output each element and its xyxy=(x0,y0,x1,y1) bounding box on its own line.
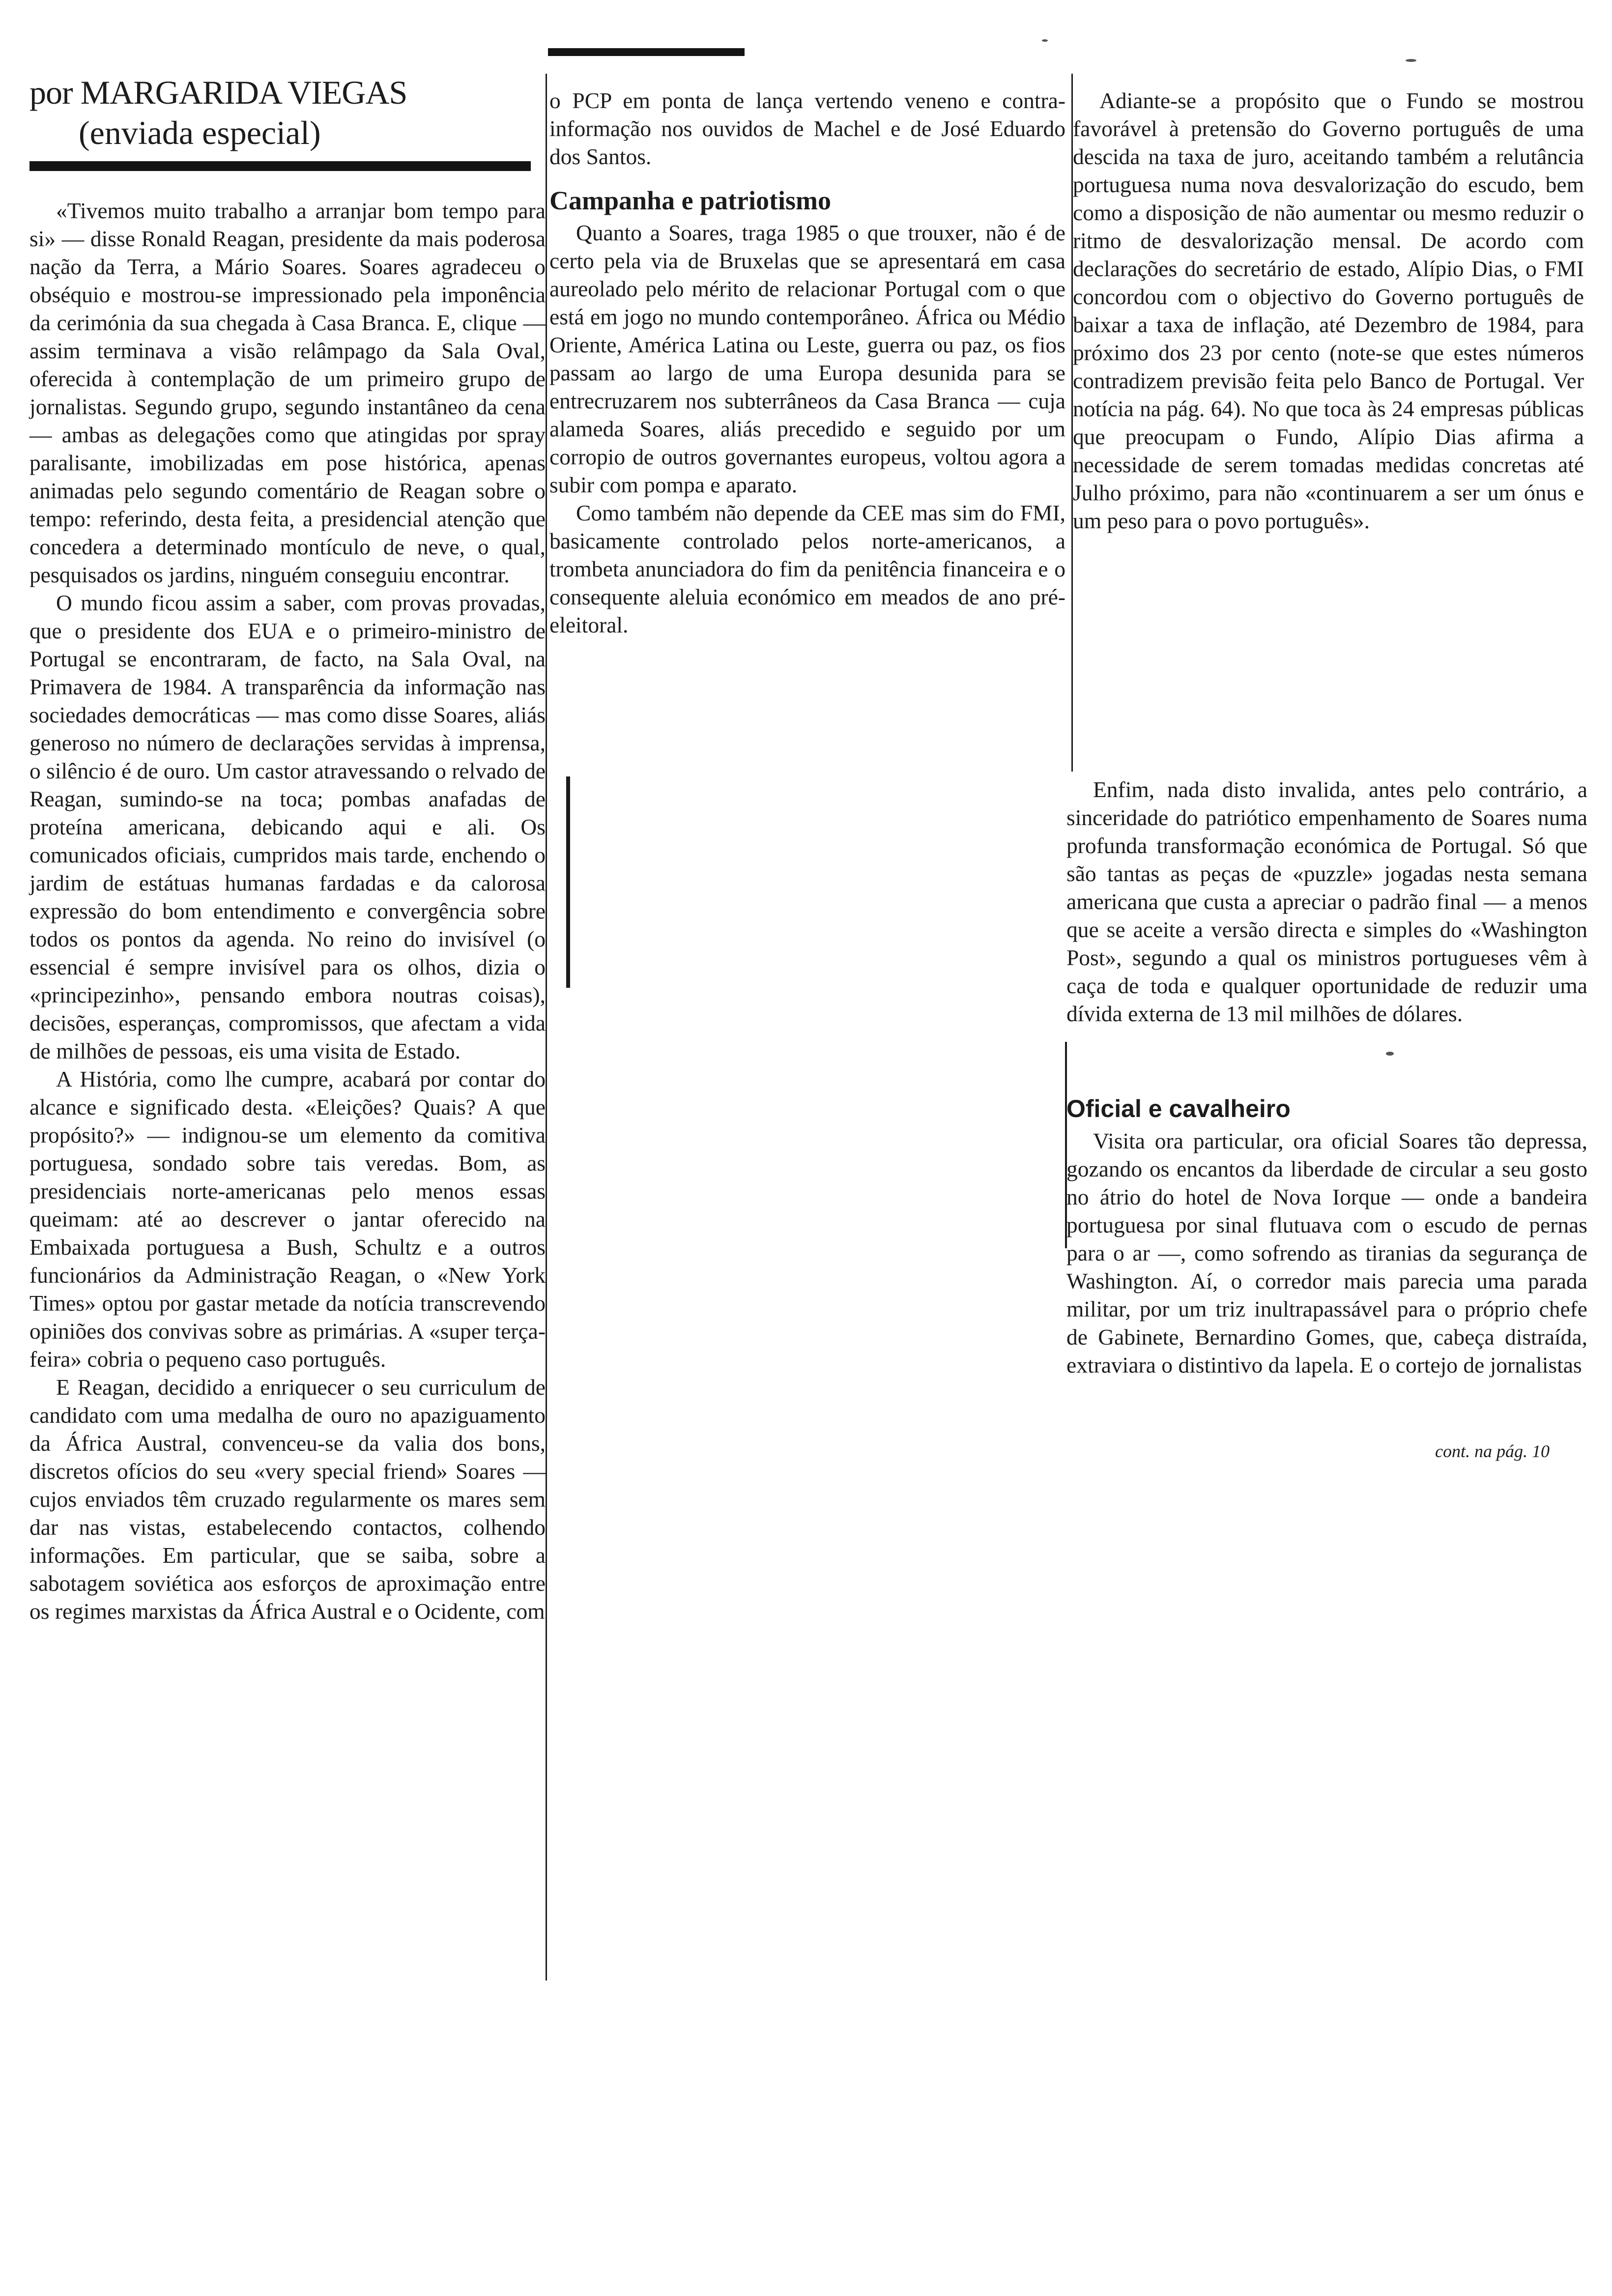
byline-rule xyxy=(29,161,531,171)
scan-speck xyxy=(1386,1052,1394,1056)
paragraph: Enfim, nada disto invalida, antes pelo contrário, a sinceridade do patriótico empenhamento de Soares numa profunda transformação económica de Portugal. Só que são tantas as peças de «puzzle» jogadas nesta semana americana que custa a apreciar o padrão final — a menos que se aceite a versão directa e simples do «Washington Post», segundo a qual os ministros portugueses vêm à caça de toda e qualquer oportunidade de reduzir uma dívida externa de 13 mil milhões de dólares. xyxy=(1066,777,1587,1026)
article-column-3-continued xyxy=(1066,775,1587,1028)
paragraph: Visita ora particular, ora oficial Soares tão depressa, gozando os encantos da liberdade de circular a seu gosto no átrio do hotel de Nova Iorque — onde a bandeira portuguesa por sinal flutuava com o escudo de pernas para o ar —, como sofrendo as tiranias da segurança de Washington. Aí, o corredor mais parecia uma parada militar, por um triz inultrapassável para o próprio chefe de Gabinete, Bernardino Gomes, que, cabeça distraída, extraviara o distintivo da lapela. E o cortejo de jornalistas xyxy=(1066,1128,1587,1378)
paragraph: «Tivemos muito trabalho a arranjar bom tempo para si» — disse Ronald Reagan, presidente da mais poderosa nação da Terra, a Mário Soares. Soares agradeceu o obséquio e mostrou-se impressionado pela imponência da cerimónia da sua chegada à Casa Branca. E, clique — assim terminava a visão relâmpago da Sala Oval, oferecida à contemplação de um primeiro grupo de jornalistas. Segundo grupo, segundo instantâneo da cena — ambas as delegações como que atingidas por spray paralisante, imobilizadas em pose histórica, apenas animadas pelo segundo comentário de Reagan sobre o tempo: referindo, desta feita, a presidencial atenção que concedera a determinado montículo de neve, o qual, pesquisados os jardins, ninguém conseguiu encontrar. xyxy=(29,198,546,587)
paragraph: Adiante-se a propósito que o Fundo se mostrou favorável à pretensão do Governo português de uma descida na taxa de juro, aceitando também a relutância portuguesa numa nova desvalorização do escudo, bem como a disposição de não aumentar ou mesmo reduzir o ritmo de desvalorização mensal. De acordo com declarações do secretário de estado, Alípio Dias, o FMI concordou com o objectivo do Governo português de baixar a taxa de inflação, até Dezembro de 1984, para próximo dos 23 por cento (note-se que estes números contradizem previsão feita pelo Banco de Portugal. Ver notícia na pág. 64). No que toca às 24 empresas públicas que preocupam o Fundo, Alípio Dias afirma a necessidade de serem tomadas medidas concretas até Julho próximo, para não «continuarem a ser um ónus e um peso para o povo português». xyxy=(1073,88,1584,533)
article-column-1 xyxy=(29,197,546,1625)
paragraph: O mundo ficou assim a saber, com provas provadas, que o presidente dos EUA e o primeiro-ministro de Portugal se encontraram, de facto, na Sala Oval, na Primavera de 1984. A transparência da informação nas sociedades democráticas — mas como disse Soares, aliás generoso no número de declarações servidas à imprensa, o silêncio é de ouro. Um castor atravessando o relvado de Reagan, sumindo-se na toca; pombas anafadas de proteína americana, debicando aqui e ali. Os comunicados oficiais, cumpridos mais tarde, enchendo o jardim de estátuas humanas fardadas e da calorosa expressão do bom entendimento e convergência sobre todos os pontos da agenda. No reino do invisível (o essencial é sempre invisível para os olhos, dizia o «principezinho», pensando embora noutras coisas), decisões, esperanças, compromissos, que afectam a vida de milhões de pessoas, eis uma visita de Estado. xyxy=(29,590,546,1063)
byline-author: por MARGARIDA VIEGAS xyxy=(29,74,407,111)
scan-speck xyxy=(1406,59,1416,62)
paragraph: o PCP em ponta de lança vertendo veneno e contra-informação nos ouvidos de Machel e de José Eduardo dos Santos. xyxy=(549,88,1065,169)
scan-speck xyxy=(1042,39,1048,42)
article-column-2 xyxy=(549,86,1065,639)
paragraph: E Reagan, decidido a enriquecer o seu curriculum de candidato com uma medalha de ouro no apaziguamento da África Austral, convenceu-se da valia dos bons, discretos ofícios do seu «very special friend» Soares — cujos enviados têm cruzado regularmente os mares sem dar nas vistas, estabelecendo contactos, colhendo informações. Em particular, que se saiba, sobre a sabotagem soviética aos esforços de aproximação entre os regimes marxistas da África Austral e o Ocidente, com xyxy=(29,1375,546,1624)
article-column-3-section xyxy=(1066,1079,1587,1379)
continuation-note: cont. na pág. 10 xyxy=(1435,1441,1550,1461)
section-heading-campanha: Campanha e patriotismo xyxy=(549,186,832,215)
paragraph: A História, como lhe cumpre, acabará por contar do alcance e significado desta. «Eleições? Quais? A que propósito?» — indignou-se um elemento da comitiva portuguesa, sondado sobre tais veredas. Bom, as presidenciais norte-americanas pelo menos essas queimam: até ao descrever o jantar oferecido na Embaixada portuguesa a Bush, Schultz e a outros funcionários da Administração Reagan, o «New York Times» optou por gastar metade da notícia transcrevendo opiniões dos convivas sobre as primárias. A «super terça-feira» cobria o pequeno caso português. xyxy=(29,1066,546,1372)
paragraph: Quanto a Soares, traga 1985 o que trouxer, não é de certo pela via de Bruxelas que se apresentará em casa aureolado pelo mérito de relacionar Portugal com o que está em jogo no mundo contemporâneo. África ou Médio Oriente, América Latina ou Leste, guerra ou paz, os fios passam ao largo de uma Europa desunida para se entrecruzarem nos subterrâneos da Casa Branca — cuja alameda Soares, aliás precedido e seguido por um corropio de outros governantes europeus, voltou agora a subir com pompa e aparato. xyxy=(549,220,1065,497)
column-divider-1 xyxy=(546,74,547,1980)
article-column-3 xyxy=(1073,86,1584,535)
top-rule xyxy=(548,48,745,56)
section-heading-oficial: Oficial e cavalheiro xyxy=(1066,1095,1291,1122)
column-divider-2 xyxy=(566,776,570,988)
paragraph: Como também não depende da CEE mas sim do FMI, basicamente controlado pelos norte-americanos, a trombeta anunciadora do fim da penitência financeira e o consequente aleluia económico em meados de ano pré-eleitoral. xyxy=(549,500,1065,637)
byline-role: (enviada especial) xyxy=(79,114,321,151)
